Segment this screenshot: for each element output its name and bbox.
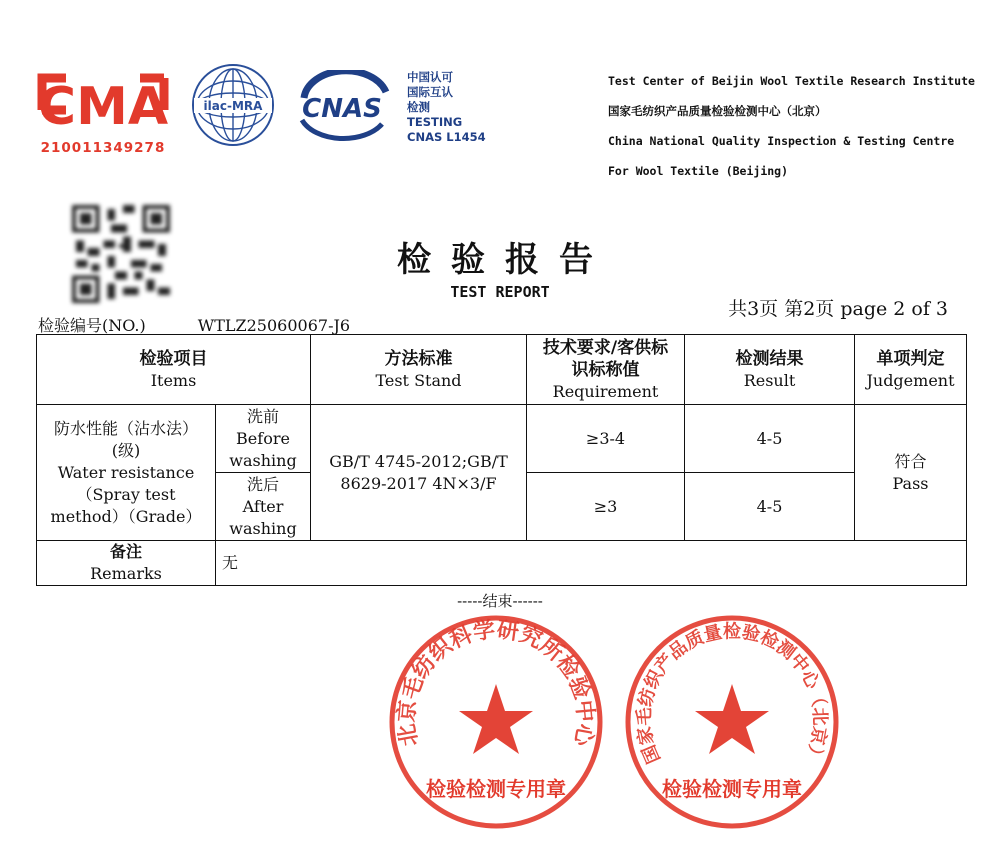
condition-after-washing — [216, 473, 311, 541]
seal-ring-text: 北京毛纺织科学研究所检验中心 — [393, 616, 599, 749]
header-judgement — [855, 335, 967, 405]
cnas-line: TESTING — [407, 115, 463, 129]
seal-bottom-text: 检验检测专用章 — [662, 777, 802, 801]
condition-before-washing — [216, 405, 311, 473]
header-method-cn: 方法标准 — [384, 348, 453, 369]
seal-ring-text: 国家毛纺织产品质量检验检测中心（北京） — [633, 621, 831, 767]
condition-line: After — [242, 496, 284, 516]
test-item-line: （Spray test — [76, 484, 176, 504]
method-line: 8629-2017 4N×3/F — [340, 473, 497, 493]
test-item-line: (级) — [111, 440, 141, 460]
remarks-label-cn: 备注 — [109, 542, 142, 561]
result-cell: 4-5 — [685, 473, 855, 541]
header-items-en: Items — [150, 370, 197, 390]
condition-line: 洗后 — [246, 474, 279, 494]
report-number — [38, 313, 350, 336]
report-number-label: 检验编号(NO.) — [38, 316, 146, 335]
condition-line: washing — [229, 450, 297, 470]
test-item-line: method）（Grade） — [50, 506, 202, 526]
report-title-en: TEST REPORT — [450, 283, 550, 301]
requirement-cell: ≥3 — [527, 473, 685, 541]
seal-bottom-text: 检验检测专用章 — [426, 777, 566, 801]
org-line: Test Center of Beijin Wool Textile Research Institute — [608, 74, 975, 88]
header-items — [37, 335, 311, 405]
header-result-cn: 检测结果 — [735, 348, 804, 369]
test-item-cell — [37, 405, 216, 541]
cnas-mark-text: CNAS — [302, 94, 382, 124]
official-seal-right — [622, 612, 842, 832]
test-item-line: 防水性能（沾水法） — [53, 418, 198, 438]
condition-line: washing — [229, 518, 297, 538]
condition-line: 洗前 — [246, 406, 279, 426]
remarks-label-en: Remarks — [90, 564, 162, 583]
seal-star-icon — [459, 684, 533, 754]
page-indicator: 共3页 第2页 page 2 of 3 — [728, 298, 948, 320]
ilac-mra-logo — [190, 62, 276, 148]
test-item-line: Water resistance — [57, 462, 195, 482]
remarks-label — [37, 541, 216, 586]
seal-star-icon — [695, 684, 769, 754]
org-line: For Wool Textile (Beijing) — [608, 164, 789, 178]
cnas-accreditation-text — [407, 70, 486, 145]
method-standard-cell — [311, 405, 527, 541]
header-items-cn: 检验项目 — [139, 348, 208, 369]
header-requirement — [527, 335, 685, 405]
header-requirement-cn: 技术要求/客供标识标称值 — [542, 337, 669, 380]
result-cell: 4-5 — [685, 405, 855, 473]
judgement-cn: 符合 — [894, 451, 927, 471]
requirement-cell: ≥3-4 — [527, 405, 685, 473]
organization-name — [608, 66, 975, 186]
cnas-line: CNAS L1454 — [407, 130, 486, 144]
official-seal-left — [386, 612, 606, 832]
cnas-logo — [290, 70, 396, 142]
header-judgement-en: Judgement — [866, 370, 955, 390]
judgement-cell — [855, 405, 967, 541]
method-line: GB/T 4745-2012;GB/T — [329, 451, 508, 471]
org-line: China National Quality Inspection & Testing Centre — [608, 134, 955, 148]
report-title-cn: 检验报告 — [397, 240, 613, 280]
end-marker: -----结束------ — [457, 592, 543, 610]
header-judgement-cn: 单项判定 — [876, 348, 945, 369]
cnas-line: 检测 — [407, 100, 430, 114]
report-table — [36, 334, 967, 586]
header-result — [685, 335, 855, 405]
remarks-value: 无 — [216, 541, 967, 586]
cma-logo — [36, 66, 170, 156]
cnas-line: 中国认可 — [407, 70, 453, 84]
remarks-row — [37, 541, 967, 586]
table-header-row — [37, 335, 967, 405]
org-line: 国家毛纺织产品质量检验检测中心（北京） — [608, 104, 827, 118]
ilac-mark-text: ilac-MRA — [203, 99, 263, 113]
condition-line: Before — [236, 428, 290, 448]
header-requirement-en: Requirement — [552, 381, 659, 401]
report-number-value: WTLZ25060067-J6 — [197, 316, 351, 335]
cma-mark-text: CMA — [37, 77, 169, 137]
header-result-en: Result — [743, 370, 796, 390]
header-method-en: Test Stand — [375, 370, 462, 390]
judgement-en: Pass — [892, 473, 929, 493]
table-row — [37, 405, 967, 473]
cnas-line: 国际互认 — [407, 85, 453, 99]
header-method — [311, 335, 527, 405]
cma-number: 210011349278 — [40, 140, 166, 156]
